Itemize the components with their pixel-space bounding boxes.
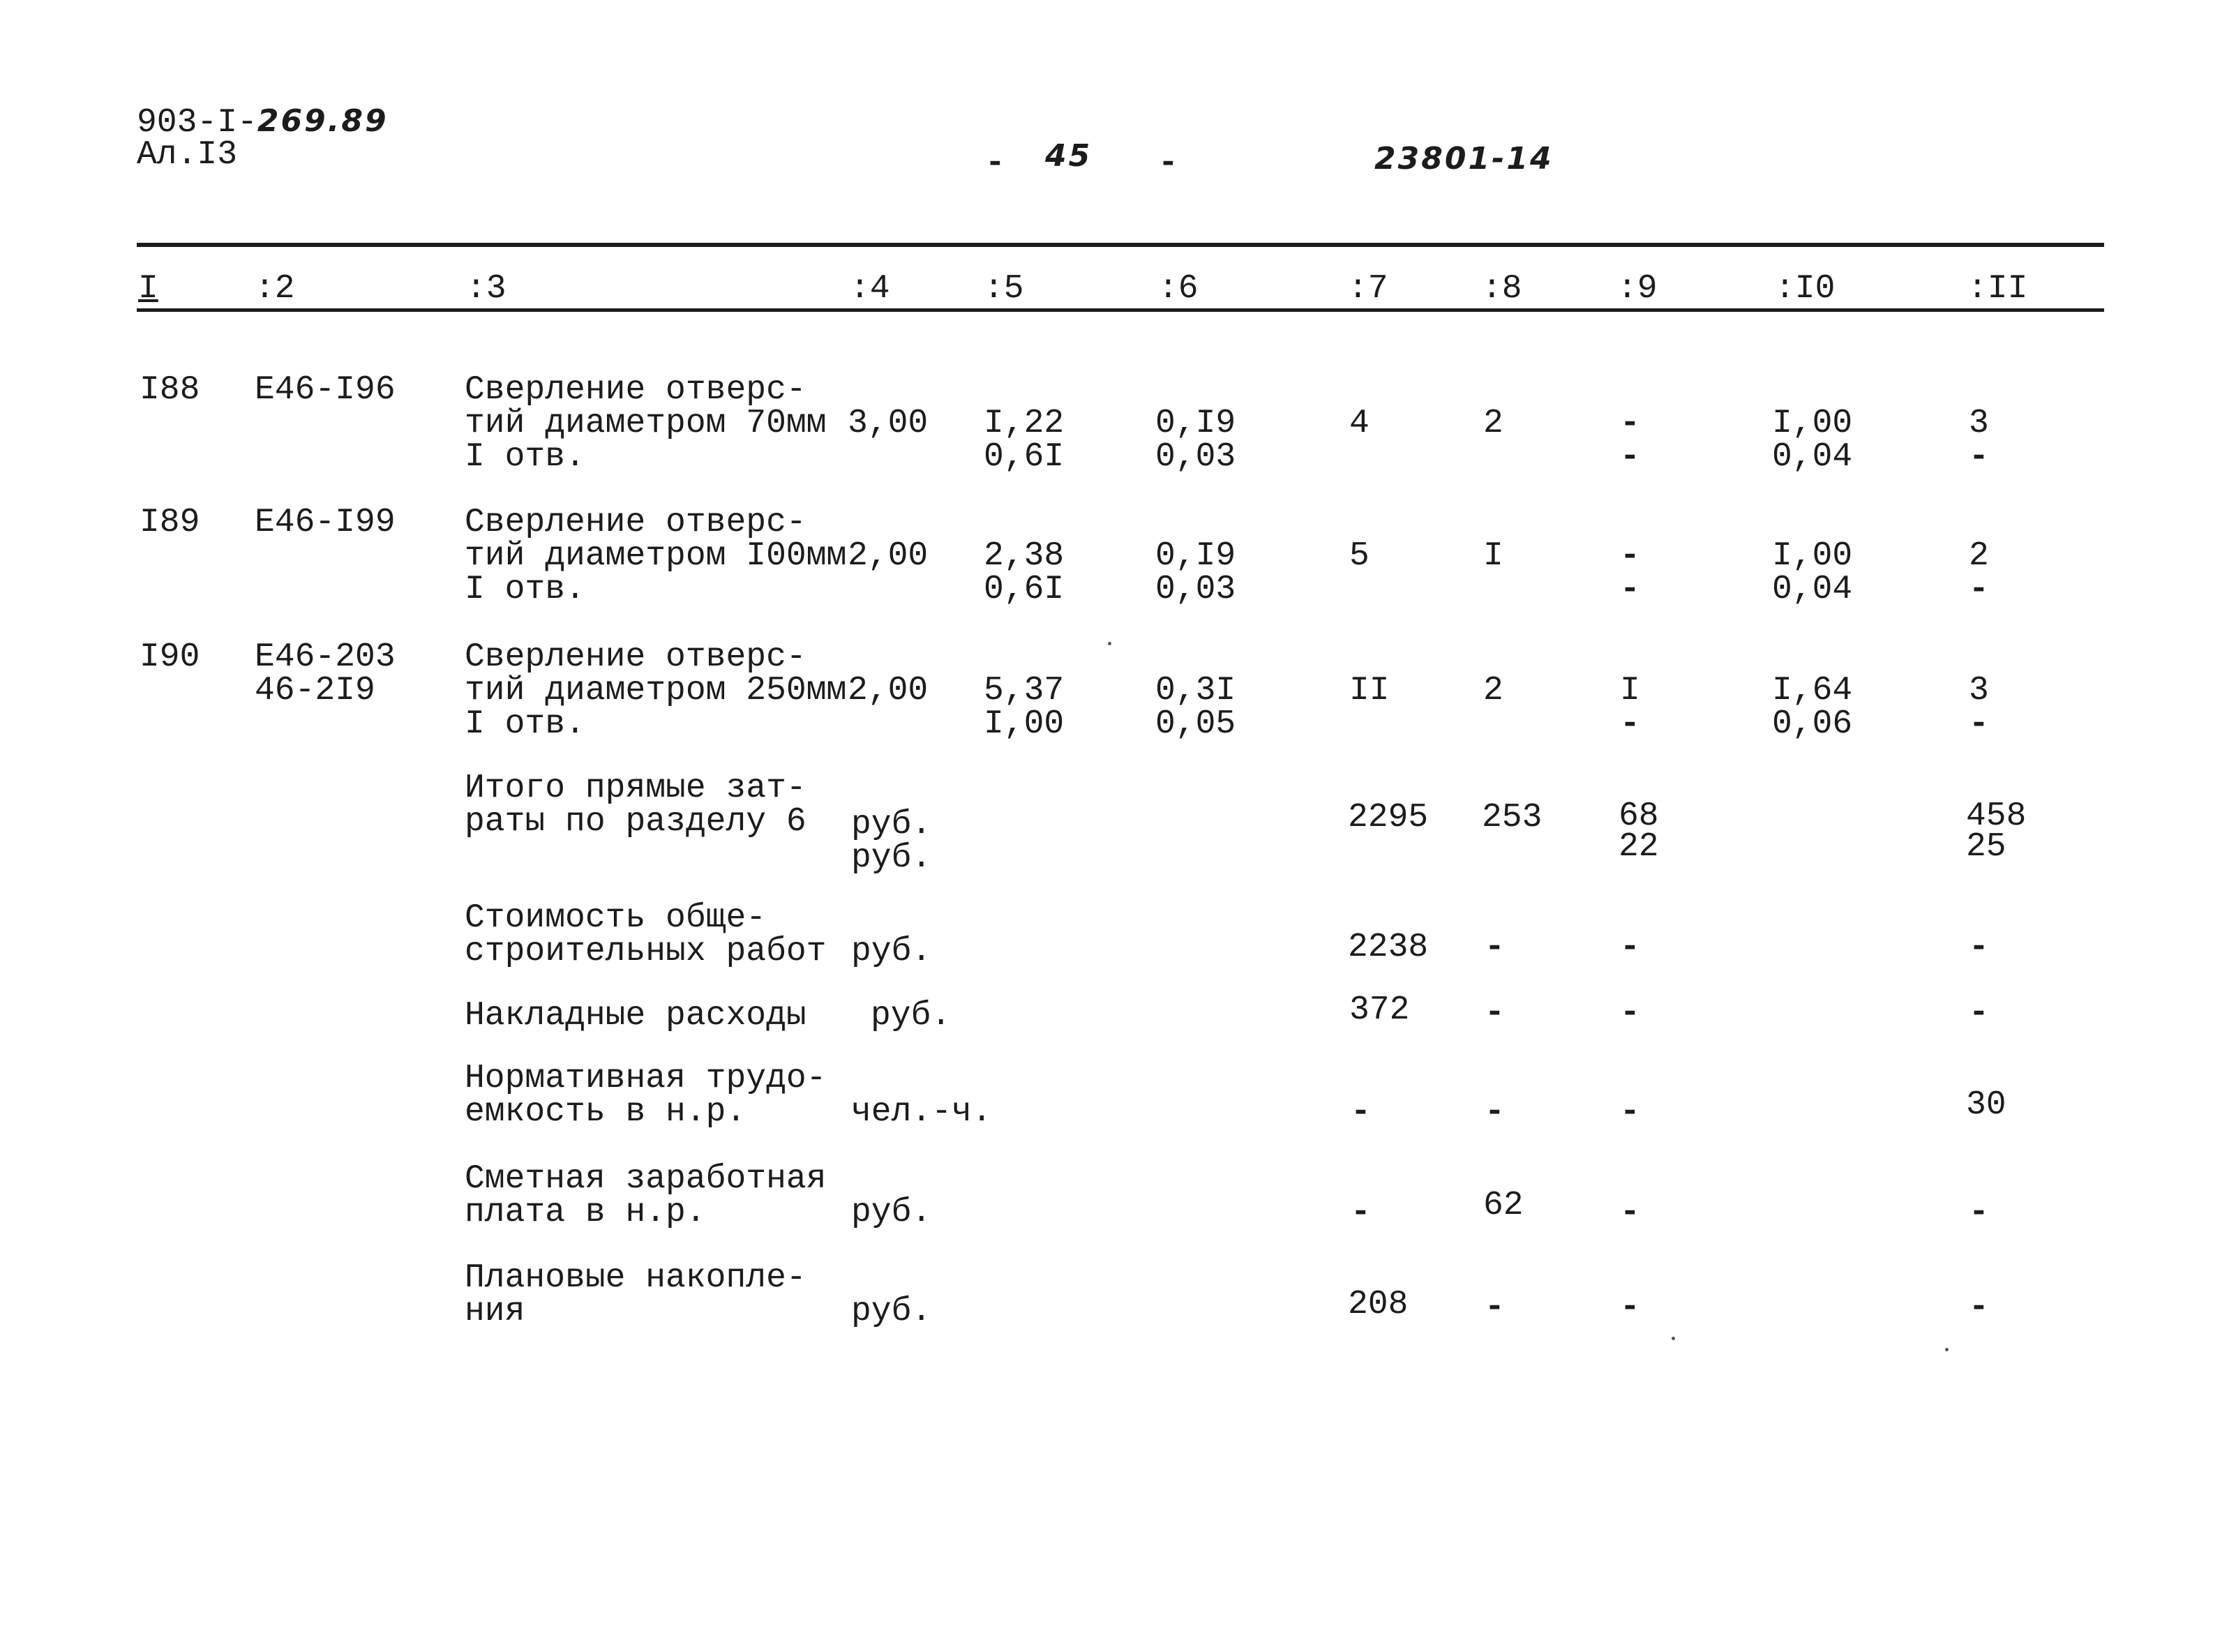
col8-value: - <box>1485 994 1505 1032</box>
col11-values: 2 - <box>1969 537 1989 608</box>
column-header-4: :4 <box>850 270 890 308</box>
scan-speck <box>1945 1348 1949 1351</box>
summary-description: Сметная заработная плата в н.р. <box>465 1160 827 1231</box>
col8-value: 2 <box>1483 672 1503 709</box>
col11-values: 3 - <box>1969 405 1989 476</box>
column-header-7: :7 <box>1348 270 1388 308</box>
page-number: 45 <box>1045 138 1093 174</box>
col10-values: I,00 0,04 <box>1772 405 1853 476</box>
col11-value: - <box>1969 1194 1989 1231</box>
summary-unit: руб. <box>851 1293 932 1330</box>
summary-unit: руб. руб. <box>851 806 932 877</box>
scan-speck <box>1672 1337 1675 1340</box>
col11-values: 458 25 <box>1966 797 2027 866</box>
quantity: 2,00 <box>848 672 929 709</box>
col9-value: - <box>1620 929 1640 966</box>
row-number: I88 <box>140 371 200 409</box>
col9-value: - <box>1620 1093 1640 1131</box>
col5-values: 5,37 I,00 <box>984 672 1065 743</box>
page-dash-right: - <box>1158 144 1178 182</box>
col9-values: 68 22 <box>1619 797 1659 866</box>
summary-description: Плановые накопле- ния <box>465 1259 806 1330</box>
quantity: 2,00 <box>848 537 929 575</box>
row-number: I89 <box>140 504 200 541</box>
col7-value: 372 <box>1349 991 1410 1029</box>
document-code <box>137 105 389 140</box>
col6-values: 0,3I 0,05 <box>1155 672 1236 743</box>
table-top-rule <box>137 243 2104 247</box>
column-header-2: :2 <box>255 270 295 308</box>
column-header-1: I <box>138 270 158 308</box>
summary-unit: чел.-ч. <box>851 1093 992 1131</box>
col8-value: - <box>1485 1289 1505 1326</box>
col8-value: 2 <box>1483 405 1503 442</box>
quantity: 3,00 <box>848 405 929 442</box>
col7-value: 2295 <box>1348 799 1429 836</box>
col9-value: - <box>1620 1194 1640 1231</box>
col11-value: - <box>1969 929 1989 966</box>
col11-value: - <box>1969 1289 1989 1326</box>
col8-value: - <box>1485 1093 1505 1131</box>
col9-value: - <box>1620 994 1640 1032</box>
summary-description: Нормативная трудо- емкость в н.р. <box>465 1060 827 1131</box>
col11-value: - <box>1969 994 1989 1032</box>
col7-value: - <box>1351 1093 1371 1131</box>
col9-value: - <box>1620 1289 1640 1326</box>
rate-code: Е46-203 46-2I9 <box>255 638 396 709</box>
col8-value: 62 <box>1483 1187 1524 1224</box>
summary-description: Итого прямые зат- раты по разделу 6 <box>465 769 806 841</box>
col8-value: 253 <box>1482 799 1543 836</box>
column-header-5: :5 <box>984 270 1024 308</box>
col8-value: I <box>1483 537 1503 575</box>
col7-value: 4 <box>1349 405 1369 442</box>
table-header-rule <box>137 308 2104 312</box>
column-header-9: :9 <box>1617 270 1658 308</box>
rate-code: Е46-I96 <box>255 371 396 409</box>
col5-values: 2,38 0,6I <box>984 537 1065 608</box>
work-description: Сверление отверс- тий диаметром 250мм I отв. <box>465 638 847 743</box>
col7-value: 5 <box>1349 537 1369 575</box>
document-code-handwritten: 269.89 <box>257 103 389 139</box>
col9-values: - - <box>1620 537 1640 608</box>
sheet-code: 23801-14 <box>1374 141 1554 177</box>
scan-speck <box>1108 642 1111 645</box>
rate-code: Е46-I99 <box>255 504 396 541</box>
summary-unit: руб. <box>851 933 932 970</box>
col7-value: II <box>1349 672 1390 709</box>
col11-values: 3 - <box>1969 672 1989 743</box>
col10-values: I,00 0,04 <box>1772 537 1853 608</box>
column-header-3: :3 <box>466 270 506 308</box>
work-description: Сверление отверс- тий диаметром 70мм I отв. <box>465 371 827 476</box>
col5-values: I,22 0,6I <box>984 405 1065 476</box>
column-header-11: :II <box>1967 270 2028 308</box>
col7-value: 2238 <box>1348 929 1429 966</box>
column-header-10: :I0 <box>1775 270 1836 308</box>
col7-value: - <box>1351 1194 1371 1231</box>
document-code-printed: 903-I- <box>137 104 257 142</box>
row-number: I90 <box>140 638 200 676</box>
work-description: Сверление отверс- тий диаметром I00мм I отв. <box>465 504 847 608</box>
col6-values: 0,I9 0,03 <box>1155 405 1236 476</box>
page-dash-left: - <box>985 144 1005 182</box>
col7-value: 208 <box>1348 1286 1409 1323</box>
column-header-8: :8 <box>1482 270 1522 308</box>
col10-values: I,64 0,06 <box>1772 672 1853 743</box>
summary-unit: руб. <box>871 997 952 1035</box>
album-number: Ал.I3 <box>137 136 238 174</box>
column-header-6: :6 <box>1158 270 1199 308</box>
col9-values: - - <box>1620 405 1640 476</box>
summary-description: Стоимость обще- строительных работ <box>465 899 827 970</box>
col9-values: I - <box>1620 672 1640 743</box>
summary-unit: руб. <box>851 1194 932 1231</box>
col8-value: - <box>1485 929 1505 966</box>
summary-description: Накладные расходы <box>465 997 806 1035</box>
col6-values: 0,I9 0,03 <box>1155 537 1236 608</box>
col11-value: 30 <box>1966 1086 2006 1124</box>
